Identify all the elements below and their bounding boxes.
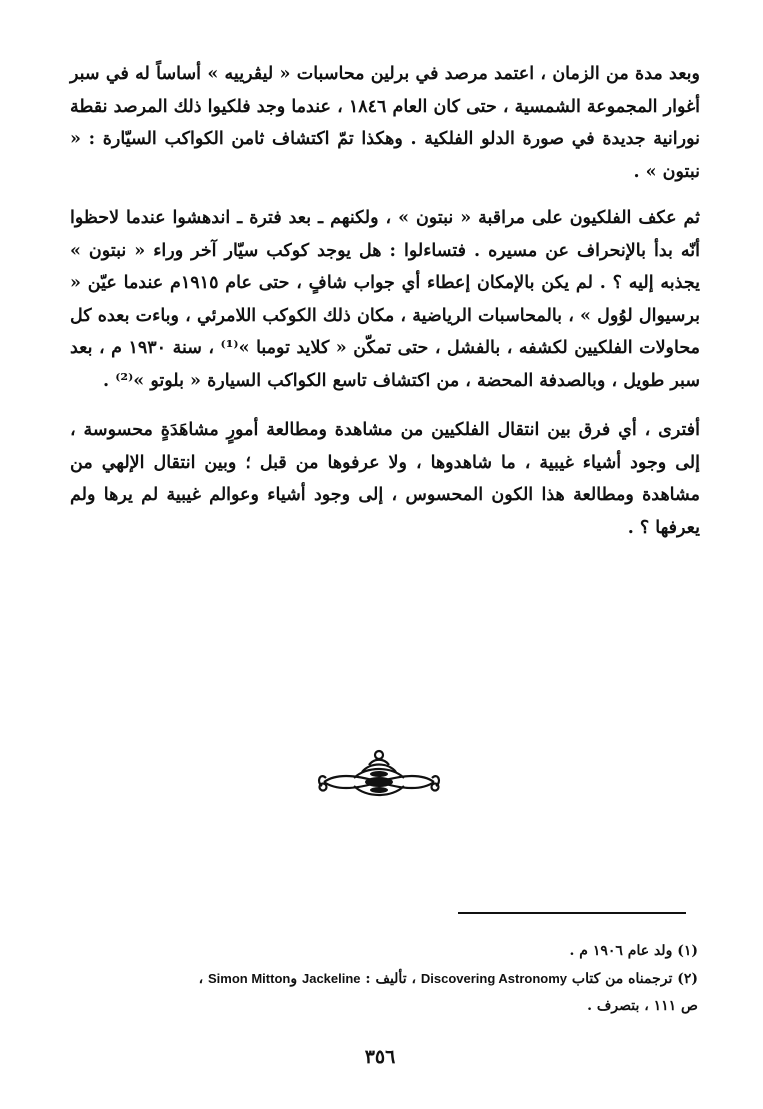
footnote-separator (458, 912, 686, 914)
paragraph-1: وبعد مدة من الزمان ، اعتمد مرصد في برلين محاسبات « ليڤرييه » أساساً له في سبر أغوار المجموعة الشمسية ، حتى كان العام ١٨٤٦ ، عندما وجد فلكيوا ذلك المرصد نقطة نورانية جديدة في صورة الدلو الفلكية . وهكذا تمّ اكتشاف ثامن الكواكب السيّارة : « نبتون » . (70, 64, 700, 182)
paragraph-3: أفترى ، أي فرق بين انتقال الفلكيين من مشاهدة ومطالعة أمورٍ مشاهَدَةٍ محسوسة ، إلى وجود أشياء غيبية ، ما شاهدوها ، ولا عرفوها من قبل ؛ وبين انتقال الإلهي من مشاهدة ومطالعة هذا الكون المحسوس ، إلى وجود أشياء وعوالم غيبية لم يرها ولم يعرفها ؟ . (70, 420, 700, 538)
footnote-2-text-author-label: ، تأليف : (360, 971, 421, 987)
footnote-1: (١) ولد عام ١٩٠٦ م . (569, 943, 698, 959)
footnote-2-continuation: ص ١١١ ، بتصرف . (587, 998, 698, 1014)
footnote-2-author-2: Simon Mitton (208, 971, 291, 986)
footnote-2-text: (٢) ترجمناه من كتاب (567, 971, 698, 987)
footnote-2 (70, 965, 698, 993)
ornamental-divider-icon (314, 748, 444, 798)
page-number: ٣٥٦ (364, 1046, 396, 1068)
footnote-2-comma: ، (198, 971, 209, 987)
footnotes (70, 938, 698, 1020)
footnote-2-book-title: Discovering Astronomy (420, 971, 568, 986)
footnote-2-author-1: Jackeline (301, 971, 361, 986)
footnote-2-and: و (290, 971, 302, 987)
main-text (70, 58, 700, 561)
paragraph-2: ثم عكف الفلكيون على مراقبة « نبتون » ، ولكنهم ـ بعد فترة ـ اندهشوا عندما لاحظوا أنّه بدأ بالإنحراف عن مسيره . فتساءلوا : هل يوجد كوكب سيّار آخر وراء « نبتون » يجذبه إليه ؟ . لم يكن بالإمكان إعطاء أي جواب شافٍ ، حتى عام ١٩١٥م عندما عيّن « برسيوال لوُول » ، بالمحاسبات الرياضية ، مكان ذلك الكوكب اللامرئي ، وباءت بعده كل محاولات الفلكيين لكشفه ، بالفشل ، حتى تمكّن « كلايد تومبا »⁽¹⁾ ، سنة ١٩٣٠ م ، بعد سبر طويل ، وبالصدفة المحضة ، من اكتشاف تاسع الكواكب السيارة « بلوتو »⁽²⁾ . (70, 208, 700, 391)
